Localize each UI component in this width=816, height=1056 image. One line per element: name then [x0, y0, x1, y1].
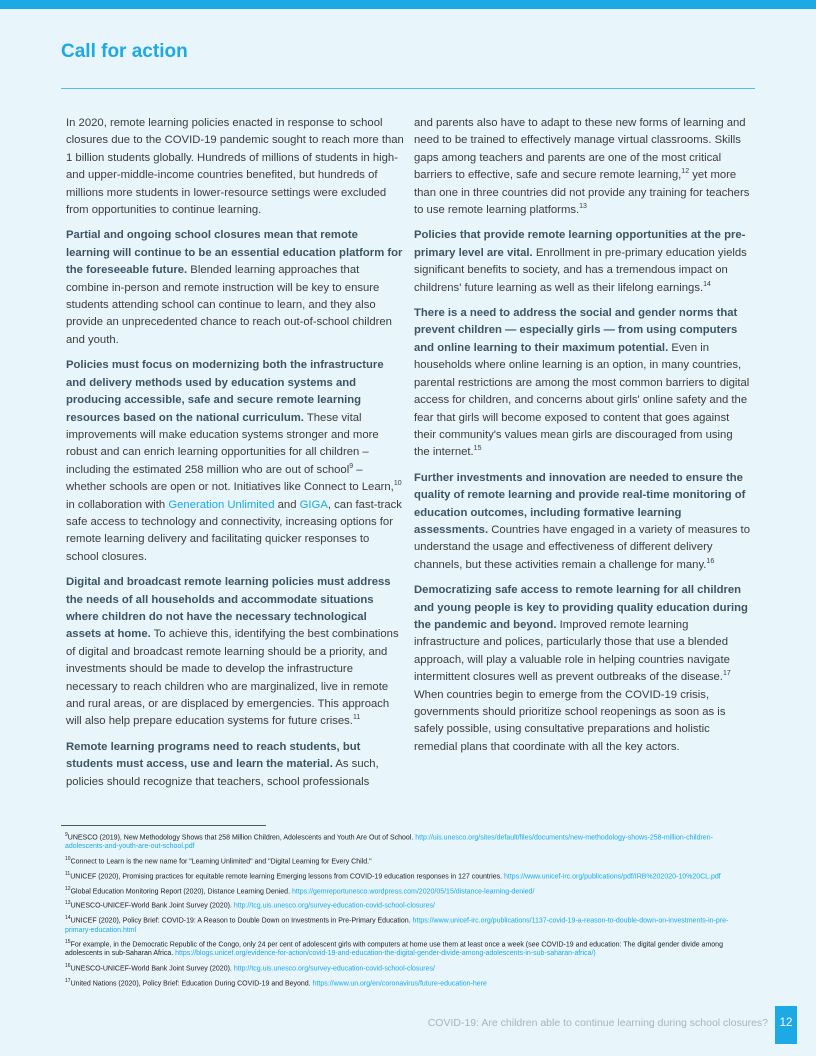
footnote: $^{12}$Global Education Monitoring Report (2020), Distance Learning Denied. https://gemreportunesco.wordpress.com/2020/05/15/distance-learning-denied/ — [65, 885, 535, 895]
left-column — [66, 115, 404, 799]
footnote-ref[interactable]: 13 — [579, 203, 587, 211]
footnote-divider — [61, 825, 266, 826]
footnote-link[interactable]: https://blogs.unicef.org/evidence-for-action/covid-19-and-education-the-digital-gender-divide-among-adolescents-in-sub-saharan-africa/) — [175, 950, 596, 958]
footnote: $^{14}$UNICEF (2020), Policy Brief: COVID-19: A Reason to Double Down on Investments in Pre-Primary Education. https://www.unicef-irc.org/publications/1137-covid-19-a-reason-to-double-down-on-investments-in-pre-primary-education.html — [65, 915, 729, 934]
paragraph: Digital and broadcast remote learning policies must address the needs of all households and accommodate situations where children do not have the necessary technological assets at home. To achieve this, identifying the best combinations of digital and broadcast remote learning should be a priority, and investments should be made to develop the infrastructure necessary to reach children who are marginalized, live in remote and rural areas, or are displaced by emergencies. This approach will also help prepare education systems for future crises.$^{11}$ — [66, 576, 399, 728]
top-accent-bar — [0, 0, 816, 9]
footnote-link[interactable]: http://tcg.uis.unesco.org/survey-education-covid-school-closures/ — [233, 902, 435, 910]
giga-link[interactable]: GIGA — [299, 498, 328, 511]
footnote: $^{13}$UNESCO-UNICEF-World Bank Joint Survey (2020). http://tcg.uis.unesco.org/survey-education-covid-school-closures/ — [65, 900, 435, 910]
footnote: $^{10}$Connect to Learn is the new name for "Learning Unlimited" and "Digital Learning for Every Child." — [65, 855, 372, 866]
paragraph: Policies that provide remote learning opportunities at the pre-primary level are vital. Enrollment in pre-primary education yields significant benefits to society, and has a tremendous impact on childrens' future learning as well as their lifelong earnings.$^{14}$ — [414, 229, 747, 294]
footnote-ref[interactable]: 9 — [349, 462, 354, 470]
footnote: $^{17}$United Nations (2020), Policy Brief: Education During COVID-19 and Beyond. https://www.un.org/en/coronavirus/future-education-here — [65, 977, 487, 988]
generation-unlimited-link[interactable]: Generation Unlimited — [168, 498, 275, 511]
paragraph: Further investments and innovation are needed to ensure the quality of remote learning and provide real-time monitoring of education outcomes, including formative learning assessments. Countries have engaged in a variety of measures to understand the usage and effectiveness of different delivery channels, but these activities remain a challenge for many.$^{16}$ — [414, 471, 750, 571]
footnote-link[interactable]: https://www.un.org/en/coronavirus/future-education-here — [312, 980, 487, 988]
footnote: $^{11}$UNICEF (2020), Promising practices for equitable remote learning Emerging lessons from COVID-19 education responses in 127 countries. https://www.unicef-irc.org/publications/pdf/IRB%202020-10%20CL.pdf — [65, 870, 721, 881]
footnote-ref[interactable]: 11 — [352, 714, 361, 722]
title-divider — [61, 88, 755, 89]
paragraph: In 2020, remote learning policies enacted in response to school closures due to the COVID-19 pandemic sought to reach more than 1 billion students globally. Hundreds of millions of students in high- and upper-middle-income countries benefited, but hundreds of millions more students in lower-resource settings were excluded from opportunities to continue learning. — [66, 117, 404, 217]
footnote-link[interactable]: https://gemreportunesco.wordpress.com/2020/05/15/distance-learning-denied/ — [291, 887, 535, 895]
paragraph: Policies must focus on modernizing both the infrastructure and delivery methods used by education systems and producing accessible, safe and secure remote learning resources based on the national curriculum. These vital improvements will make education systems stronger and more robust and can enrich learning opportunities for all children – including the estimated 258 million who are out of school$^9$ – whether schools are open or not. Initiatives like Connect to Learn,$^{10}$ in collaboration with Generation Unlimited and GIGA, can fast-track safe access to technology and connectivity, increasing options for remote learning delivery and facilitating quicker responses to school closures. — [66, 359, 402, 563]
footnote: $^{16}$UNESCO-UNICEF-World Bank Joint Survey (2020). http://tcg.uis.unesco.org/survey-education-covid-school-closures/ — [65, 962, 435, 973]
paragraph: Remote learning programs need to reach students, but students must access, use and learn the material. As such, policies should recognize that teachers, school professionals — [66, 740, 379, 788]
page-number-badge — [775, 1006, 797, 1044]
footnote-ref[interactable]: 15 — [473, 445, 482, 453]
footer-title: COVID-19: Are children able to continue learning during school closures? — [427, 1017, 768, 1029]
paragraph: There is a need to address the social and gender norms that prevent children — especially girls — from using computers and online learning to their maximum potential. Even in households where online learning is an option, in many countries, parental restrictions are among the most common barriers to digital access for children, and concerns about girls' online safety and the fear that girls will become exposed to content that goes against their community's values mean girls are discouraged from using the internet.$^{15}$ — [414, 307, 750, 459]
footnote-link[interactable]: http://tcg.uis.unesco.org/survey-education-covid-school-closures/ — [233, 965, 435, 973]
footnote-ref[interactable]: 16 — [706, 557, 715, 565]
footnote-ref[interactable]: 14 — [703, 280, 711, 288]
footnote-link[interactable]: http://uis.unesco.org/sites/default/files/documents/new-methodology-shows-258-million-children-adolescents-and-youth-are-out-school.pdf — [65, 834, 713, 851]
paragraph: Partial and ongoing school closures mean that remote learning will continue to be an essential education platform for the foreseeable future. Blended learning approaches that combine in-person and remote instruction will be key to ensure students attending school can continue to learn, and they also provide an unprecedented chance to reach out-of-school children and youth. — [66, 229, 403, 346]
paragraph: and parents also have to adapt to these new forms of learning and need to be trained to effectively manage virtual classrooms. Skills gaps among teachers and parents are one of the most critical barriers to effective, safe and secure remote learning,$^{12}$ yet more than one in three countries did not provide any training for teachers to use remote learning platforms.$^{13}$ — [414, 117, 750, 217]
footnote-link[interactable]: https://www.unicef-irc.org/publications/pdf/IRB%202020-10%20CL.pdf — [504, 873, 721, 881]
page-title: Call for action — [61, 41, 188, 62]
page-number: 12 — [779, 1017, 793, 1029]
footnote: $^9$UNESCO (2019), New Methodology Shows that 258 Million Children, Adolescents and Youth Are Out of School. http://uis.unesco.org/sites/default/files/documents/new-methodology-shows-258-million-children-adolescents-and-youth-are-out-school.pdf — [65, 832, 713, 851]
footnotes — [65, 831, 735, 992]
right-column — [414, 115, 750, 764]
paragraph: Democratizing safe access to remote learning for all children and young people is key to providing quality education during the pandemic and beyond. Improved remote learning infrastructure and polices, particularly those that use a blended approach, will play a valuable role in helping countries navigate intermittent closures well as prevent outbreaks of the disease.$^{17}$ When countries begin to emerge from the COVID-19 crisis, governments should prioritize school reopenings as soon as is safely possible, using consultative preparations and holistic remedial plans that coordinate with all the key actors. — [414, 584, 748, 753]
footnote: $^{15}$For example, in the Democratic Republic of the Congo, only 24 per cent of adolescent girls with computers at home use them at least once a week (see COVID-19 and education: The digital gender divide among adolescents in sub-Saharan Africa. https://blogs.unicef.org/evidence-for-action/covid-19-and-education-the-digital-gender-divide-among-adolescents-in-sub-saharan-africa/) — [65, 939, 723, 958]
footnote-ref[interactable]: 10 — [393, 480, 402, 488]
footnote-link[interactable]: https://www.unicef-irc.org/publications/1137-covid-19-a-reason-to-double-down-on-investments-in-pre-primary-education.html — [65, 917, 729, 934]
footnote-ref[interactable]: 17 — [722, 670, 731, 678]
footnote-ref[interactable]: 12 — [681, 168, 690, 176]
